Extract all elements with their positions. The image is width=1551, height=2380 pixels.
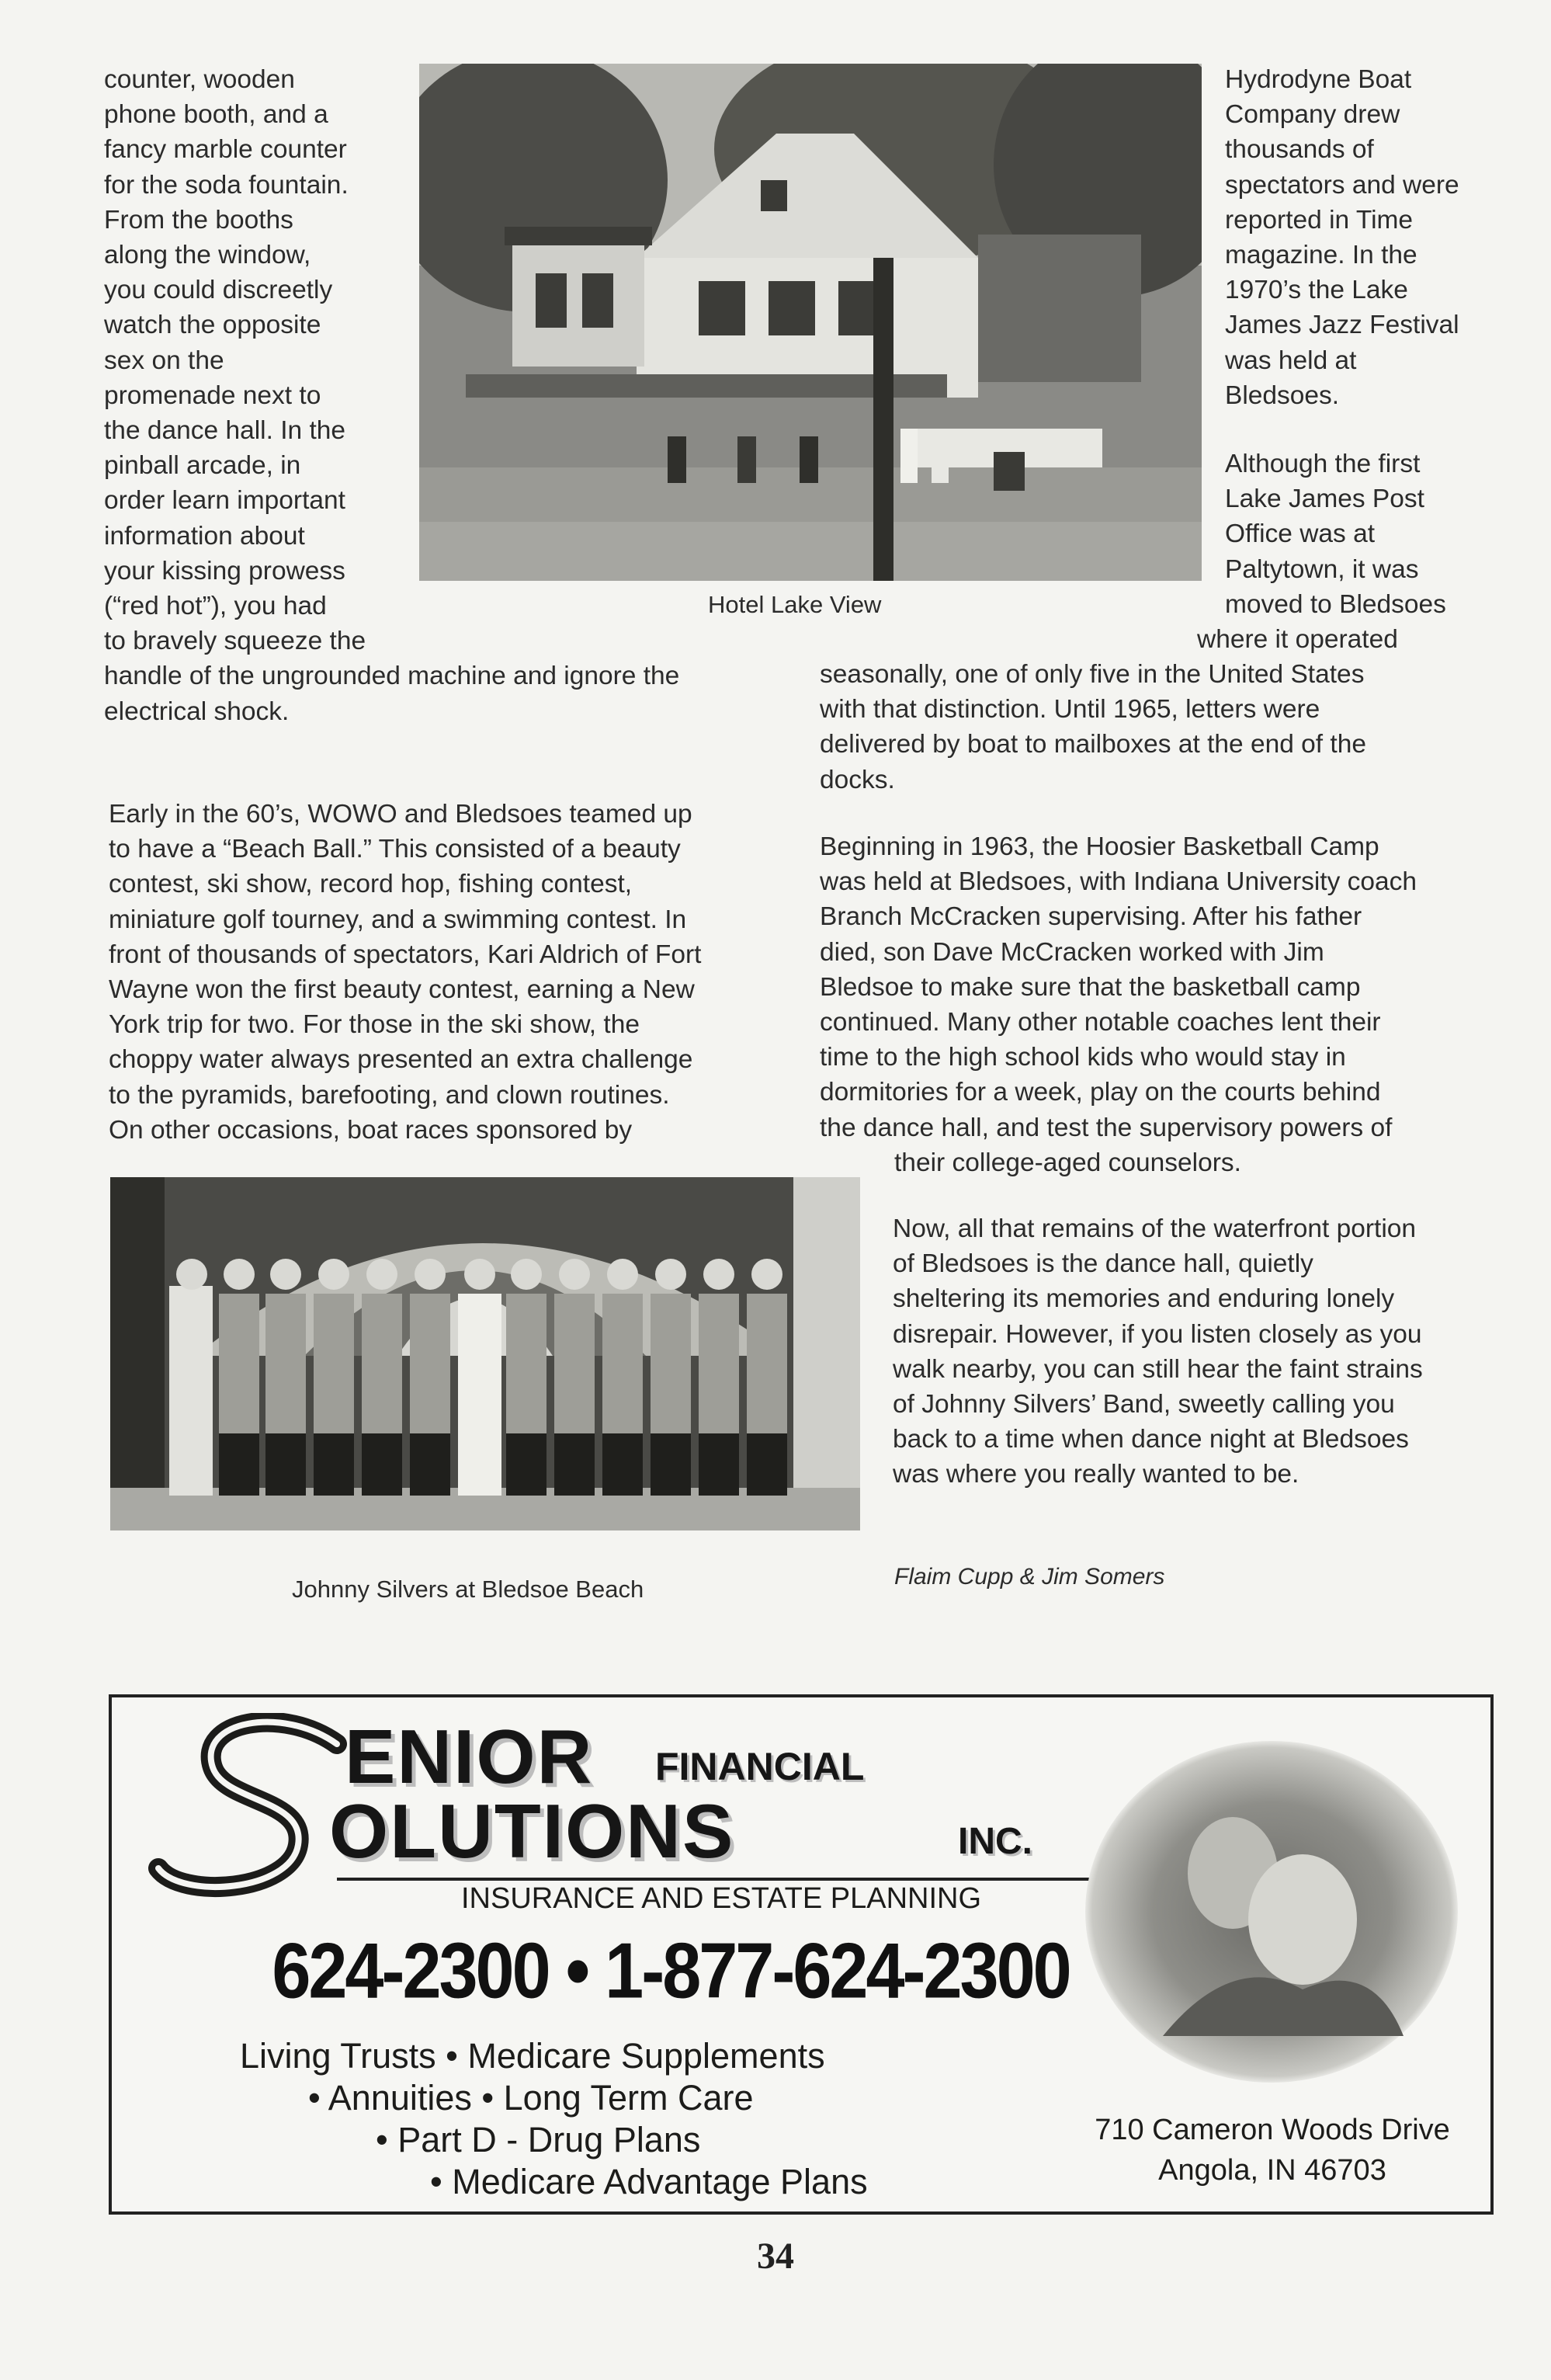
hotel-photo-caption: Hotel Lake View xyxy=(708,591,882,618)
text-line: was held at Bledsoes, with Indiana University coach xyxy=(820,867,1417,897)
ad-service-line: • Part D - Drug Plans xyxy=(376,2120,701,2159)
text-line: was held at xyxy=(1225,346,1357,375)
text-line: 1970’s the Lake xyxy=(1225,276,1408,305)
text-line: front of thousands of spectators, Kari Aldrich of Fort xyxy=(109,940,702,969)
text-line: Company drew xyxy=(1225,100,1400,130)
text-line: of Bledsoes is the dance hall, quietly xyxy=(893,1249,1313,1279)
couple-photo xyxy=(1085,1741,1458,2083)
article-col2-closing xyxy=(893,1211,1423,1492)
text-line: choppy water always presented an extra challenge xyxy=(109,1045,693,1075)
article-col2-post-office-cont xyxy=(820,657,1366,797)
text-line: sex on the xyxy=(104,346,224,375)
text-line: magazine. In the xyxy=(1225,241,1417,270)
text-line: promenade next to xyxy=(104,380,321,410)
text-line: On other occasions, boat races sponsored by xyxy=(109,1115,633,1145)
text-line: electrical shock. xyxy=(104,697,290,726)
ad-address-line2: Angola, IN 46703 xyxy=(1158,2154,1386,2187)
article-col2-basketball-camp xyxy=(820,829,1417,1180)
text-line: died, son Dave McCracken worked with Jim xyxy=(820,937,1324,967)
ad-phone-numbers: 624-2300 • 1-877-624-2300 xyxy=(272,1928,1070,2016)
text-line: miniature golf tourney, and a swimming contest. In xyxy=(109,905,687,934)
text-line: Wayne won the first beauty contest, earning a New xyxy=(109,975,695,1005)
brand-financial: FINANCIAL xyxy=(655,1745,865,1788)
text-line: handle of the ungrounded machine and ignore the xyxy=(104,662,680,691)
text-line: reported in Time xyxy=(1225,205,1414,235)
text-line: Beginning in 1963, the Hoosier Basketball Camp xyxy=(820,832,1379,861)
text-line: order learn important xyxy=(104,486,345,516)
brand-s-logo xyxy=(127,1713,360,1907)
text-line: pinball arcade, in xyxy=(104,451,301,481)
text-line: York trip for two. For those in the ski show, the xyxy=(109,1010,640,1040)
text-line: From the booths xyxy=(104,205,293,235)
text-line: watch the opposite xyxy=(104,311,321,340)
text-line: seasonally, one of only five in the United States xyxy=(820,660,1365,689)
johnny-silvers-band-photo xyxy=(110,1177,860,1530)
hotel-lake-view-photo xyxy=(419,64,1202,581)
brand-inc: INC. xyxy=(958,1821,1032,1862)
text-line: moved to Bledsoes xyxy=(1225,589,1446,619)
text-line: Office was at xyxy=(1225,519,1376,549)
text-line: spectators and were xyxy=(1225,170,1459,200)
text-line: walk nearby, you can still hear the faint strains xyxy=(893,1354,1423,1384)
text-line: time to the high school kids who would stay in xyxy=(820,1043,1346,1072)
text-line: Bledsoes. xyxy=(1225,380,1340,410)
text-line: fancy marble counter xyxy=(104,135,347,165)
text-line: for the soda fountain. xyxy=(104,170,349,200)
text-line: Branch McCracken supervising. After his father xyxy=(820,902,1362,932)
text-line: Lake James Post xyxy=(1225,485,1424,514)
text-line: counter, wooden xyxy=(104,65,295,94)
article-col2-top xyxy=(1225,62,1459,413)
text-line: back to a time when dance night at Bledsoes xyxy=(893,1425,1409,1454)
text-line: your kissing prowess xyxy=(104,556,345,585)
text-line: the dance hall, and test the supervisory powers of xyxy=(820,1113,1393,1142)
text-line: sheltering its memories and enduring lonely xyxy=(893,1284,1395,1314)
text-line: along the window, xyxy=(104,241,311,270)
band-photo-caption: Johnny Silvers at Bledsoe Beach xyxy=(292,1576,644,1603)
ad-service-line: • Medicare Advantage Plans xyxy=(430,2162,868,2201)
article-authors: Flaim Cupp & Jim Somers xyxy=(894,1564,1165,1590)
article-col1-beach-ball xyxy=(109,797,701,1148)
ad-address-line1: 710 Cameron Woods Drive xyxy=(1095,2114,1450,2146)
text-line: where it operated xyxy=(1197,625,1398,655)
ad-service-line: • Annuities • Long Term Care xyxy=(308,2078,754,2118)
text-line: phone booth, and a xyxy=(104,100,328,130)
text-line: to the pyramids, barefooting, and clown routines. xyxy=(109,1080,670,1110)
page-number: 34 xyxy=(757,2236,794,2277)
text-line: docks. xyxy=(820,765,895,794)
text-line: to bravely squeeze the xyxy=(104,627,366,656)
text-line: information about xyxy=(104,521,305,551)
text-line: their college-aged counselors. xyxy=(894,1148,1241,1177)
text-line: Although the first xyxy=(1225,450,1421,478)
text-line: Hydrodyne Boat xyxy=(1225,65,1412,94)
text-line: contest, ski show, record hop, fishing contest, xyxy=(109,870,633,899)
text-line: thousands of xyxy=(1225,135,1374,165)
text-line: delivered by boat to mailboxes at the end of the xyxy=(820,730,1366,759)
text-line: the dance hall. In the xyxy=(104,416,346,446)
article-col2-post-office xyxy=(1197,446,1446,657)
text-line: of Johnny Silvers’ Band, sweetly calling you xyxy=(893,1390,1395,1419)
text-line: was where you really wanted to be. xyxy=(893,1460,1299,1489)
ad-service-line: Living Trusts • Medicare Supplements xyxy=(240,2036,825,2076)
text-line: Now, all that remains of the waterfront portion xyxy=(893,1214,1417,1243)
text-line: dormitories for a week, play on the courts behind xyxy=(820,1078,1381,1107)
text-line: James Jazz Festival xyxy=(1225,311,1459,340)
ad-tagline: INSURANCE AND ESTATE PLANNING xyxy=(460,1882,982,1915)
text-line: with that distinction. Until 1965, letters were xyxy=(820,695,1320,724)
text-line: continued. Many other notable coaches lent their xyxy=(820,1008,1381,1037)
brand-solutions: OLUTIONS xyxy=(329,1788,735,1874)
text-line: Early in the 60’s, WOWO and Bledsoes teamed up xyxy=(109,800,692,829)
text-line: Bledsoe to make sure that the basketball camp xyxy=(820,972,1361,1002)
text-line: disrepair. However, if you listen closely as you xyxy=(893,1319,1422,1349)
text-line: to have a “Beach Ball.” This consisted of a beauty xyxy=(109,835,681,864)
text-line: (“red hot”), you had xyxy=(104,592,327,621)
senior-financial-solutions-ad xyxy=(109,1694,1494,2215)
brand-senior: ENIOR xyxy=(345,1714,594,1799)
text-line: Paltytown, it was xyxy=(1225,554,1419,584)
tagline-rule xyxy=(337,1878,1105,1881)
text-line: you could discreetly xyxy=(104,276,333,305)
